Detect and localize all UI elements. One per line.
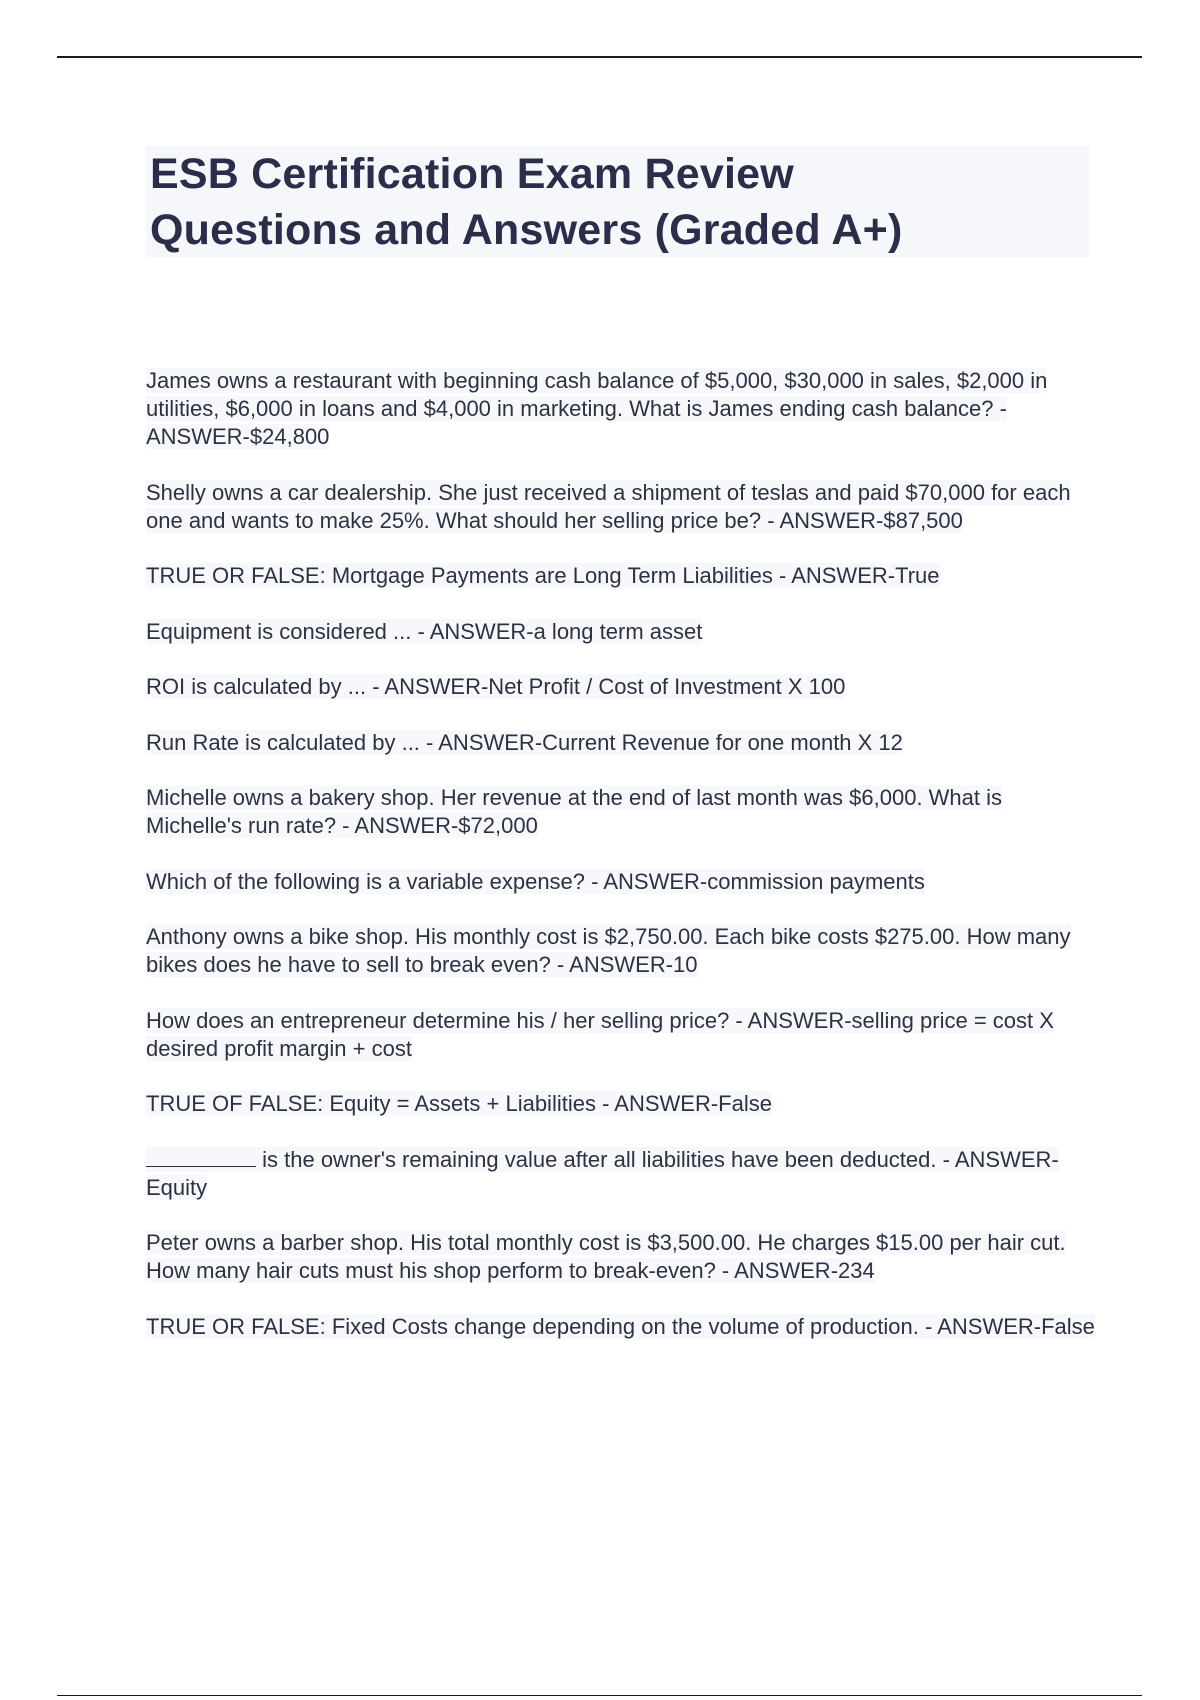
qa-item xyxy=(146,367,1096,451)
qa-text: TRUE OR FALSE: Fixed Costs change depending on the volume of production. - ANSWER-False xyxy=(146,1313,1095,1339)
header-rule xyxy=(57,56,1142,58)
title-line-1: ESB Certification Exam Review xyxy=(150,150,794,198)
qa-item xyxy=(146,479,1096,535)
qa-item xyxy=(146,618,1096,646)
qa-item xyxy=(146,784,1096,840)
qa-text xyxy=(146,1147,1059,1200)
qa-text: Which of the following is a variable expense? - ANSWER-commission payments xyxy=(146,868,925,894)
title-block xyxy=(146,146,1089,257)
qa-item xyxy=(146,923,1096,979)
qa-text: TRUE OR FALSE: Mortgage Payments are Long Term Liabilities - ANSWER-True xyxy=(146,563,940,588)
qa-text: Equipment is considered ... - ANSWER-a long term asset xyxy=(146,618,703,644)
fill-in-blank-line xyxy=(146,1146,256,1167)
qa-item xyxy=(146,673,1096,701)
qa-item xyxy=(146,1007,1096,1063)
qa-item xyxy=(146,729,1096,757)
qa-text: Michelle owns a bakery shop. Her revenue at the end of last month was $6,000. What is Michelle's run rate? - ANSWER-$72,000 xyxy=(146,785,1003,838)
qa-item xyxy=(146,1313,1096,1341)
qa-text: ROI is calculated by ... - ANSWER-Net Profit / Cost of Investment X 100 xyxy=(146,674,846,699)
footer-rule xyxy=(57,1695,1142,1696)
qa-text-after-blank: is the owner's remaining value after all liabilities have been deducted. - ANSWER-Equity xyxy=(146,1146,1059,1200)
qa-text: Peter owns a barber shop. His total monthly cost is $3,500.00. He charges $15.00 per hair cut. How many hair cuts must his shop perform to break-even? - ANSWER-234 xyxy=(146,1230,1066,1283)
qa-item xyxy=(146,1090,1096,1118)
qa-text: Anthony owns a bike shop. His monthly cost is $2,750.00. Each bike costs $275.00. How many bikes does he have to sell to break even? - ANSWER-10 xyxy=(146,924,1071,977)
qa-item xyxy=(146,1146,1096,1202)
qa-item xyxy=(146,868,1096,896)
title-line-2: Questions and Answers (Graded A+) xyxy=(150,206,903,254)
qa-item xyxy=(146,1229,1096,1285)
qa-list xyxy=(146,367,1096,1368)
qa-text: Run Rate is calculated by ... - ANSWER-Current Revenue for one month X 12 xyxy=(146,729,903,755)
qa-text: How does an entrepreneur determine his / her selling price? - ANSWER-selling price = cost X desired profit margin + cost xyxy=(146,1007,1054,1061)
qa-text: Shelly owns a car dealership. She just received a shipment of teslas and paid $70,000 for each one and wants to make 25%. What should her selling price be? - ANSWER-$87,500 xyxy=(146,479,1071,533)
document-title xyxy=(150,146,1085,258)
qa-text: TRUE OF FALSE: Equity = Assets + Liabilities - ANSWER-False xyxy=(146,1091,772,1116)
qa-item xyxy=(146,562,1096,590)
qa-text: James owns a restaurant with beginning cash balance of $5,000, $30,000 in sales, $2,000 in utilities, $6,000 in loans and $4,000 in marketing. What is James ending cash balance? - ANSWER-$24,800 xyxy=(146,368,1048,449)
